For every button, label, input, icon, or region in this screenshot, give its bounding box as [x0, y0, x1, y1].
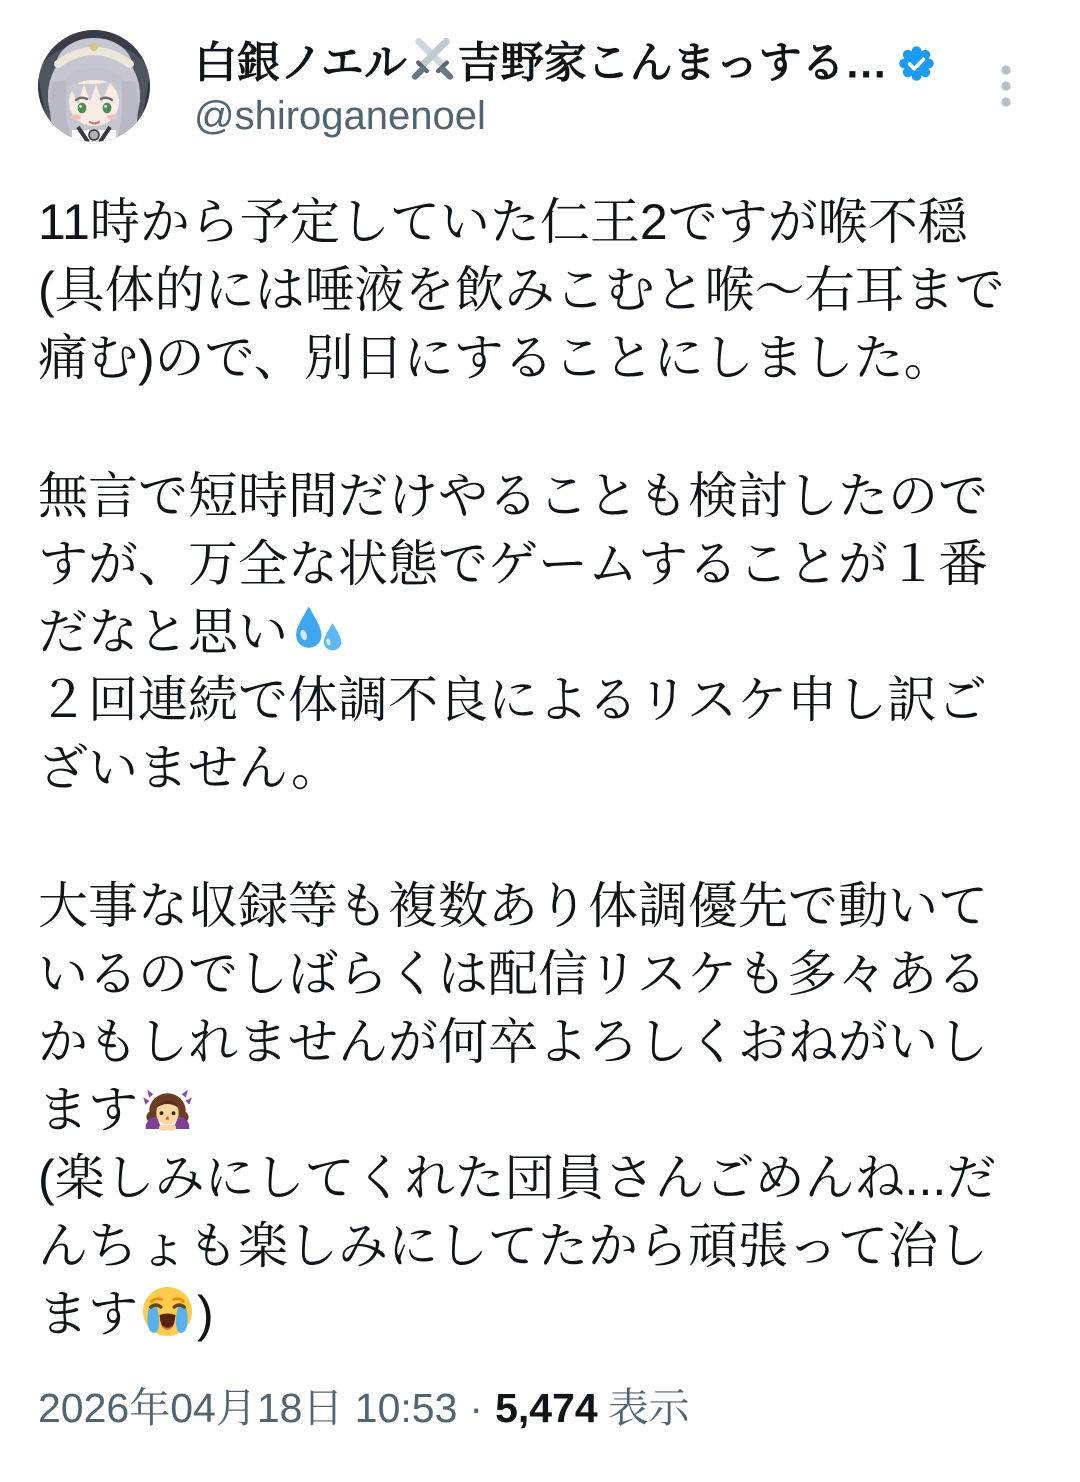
- sweat-droplets-icon: [289, 601, 346, 658]
- tweet-paragraph: 11時から予定していた仁王2ですが喉不穏 (具体的には唾液を飲みこむと喉〜右耳まで 痛む)ので、別日にすることにしました。: [38, 194, 1005, 387]
- tweet-text: [38, 188, 1042, 1348]
- tweet-footer: [38, 1382, 1042, 1434]
- views-count: 5,474: [495, 1385, 598, 1432]
- separator-dot: ·: [469, 1385, 484, 1432]
- more-button[interactable]: [984, 58, 1028, 114]
- person-bowing-icon: [139, 1079, 196, 1136]
- views-label: 表示: [607, 1385, 690, 1432]
- crossed-swords-icon: [408, 36, 457, 85]
- user-info[interactable]: [194, 30, 935, 142]
- display-name-row: [194, 36, 935, 90]
- user-handle: @shiroganenoel: [194, 94, 486, 139]
- verified-badge-icon: [898, 45, 935, 82]
- tweet-paragraph: 大事な収録等も複数あり体調優先で動いて いるのでしばらくは配信リスケも多々ある かもしれませんが何卒よろしくおねがいし ます (楽しみにしてくれた団員さんごめんね...だ んちょも楽しみにしてたから頑張って治し ます ): [38, 878, 997, 1343]
- loudly-crying-icon: [139, 1283, 196, 1340]
- avatar-illustration: [38, 30, 150, 142]
- avatar[interactable]: [38, 30, 150, 142]
- tweet-paragraph: 無言で短時間だけやることも検討したので すが、万全な状態でゲームすることが１番 だなと思い ２回連続で体調不良によるリスケ申し訳ご ざいません。: [38, 468, 988, 797]
- timestamp: 2026年04月18日 10:53: [38, 1385, 458, 1432]
- tweet-header: [38, 30, 1042, 142]
- more-vertical-icon: [1000, 63, 1012, 109]
- display-name: 白銀ノエル 吉野家こんまっする…: [194, 36, 888, 90]
